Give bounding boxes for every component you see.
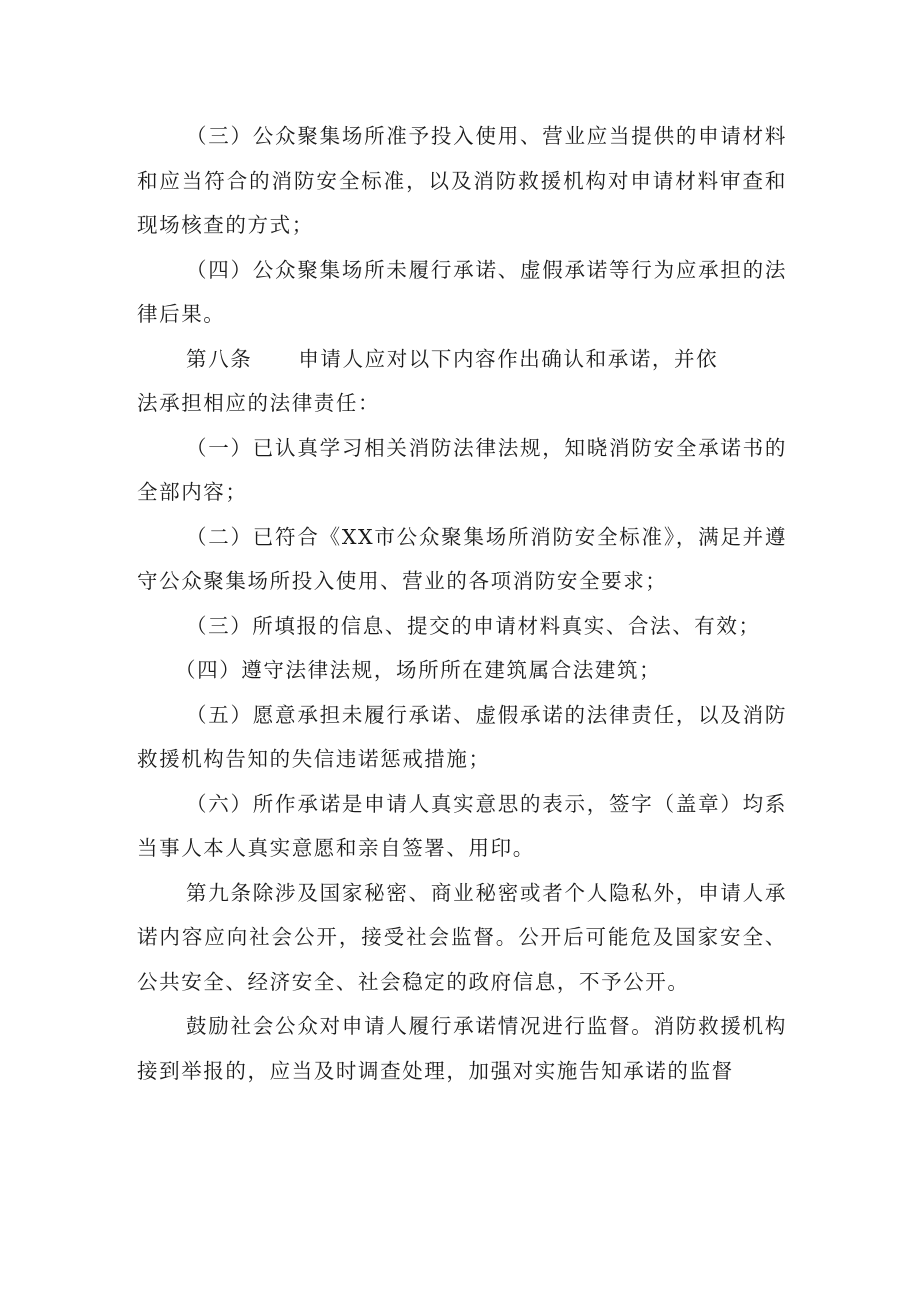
public-supervision: 鼓励社会公众对申请人履行承诺情况进行监督。消防救援机构接到举报的，应当及时调查处理，加强对实施告知承诺的监督 bbox=[137, 1014, 787, 1083]
article-8-intro-line2: 法承担相应的法律责任： bbox=[137, 391, 381, 415]
commitment-3: （三）所填报的信息、提交的申请材料真实、合法、有效； bbox=[186, 613, 761, 638]
clause-4-consequences: （四）公众聚集场所未履行承诺、虚假承诺等行为应承担的法律后果。 bbox=[137, 257, 787, 326]
clause-3-materials: （三）公众聚集场所准予投入使用、营业应当提供的申请材料和应当符合的消防安全标准，以及消防救援机构对申请材料审查和现场核查的方式； bbox=[137, 124, 787, 237]
article-8-label: 第八条 bbox=[186, 346, 253, 371]
commitment-2: （二）已符合《XX市公众聚集场所消防安全标准》，满足并遵守公众聚集场所投入使用、营业的各项消防安全要求； bbox=[137, 524, 787, 593]
document-body bbox=[137, 114, 787, 1093]
commitment-5: （五）愿意承担未履行承诺、虚假承诺的法律责任，以及消防救援机构告知的失信违诺惩戒措施； bbox=[137, 702, 787, 771]
article-9: 第九条除涉及国家秘密、商业秘密或者个人隐私外，申请人承诺内容应向社会公开，接受社会监督。公开后可能危及国家安全、公共安全、经济安全、社会稳定的政府信息，不予公开。 bbox=[137, 880, 787, 994]
commitment-4: （四）遵守法律法规，场所所在建筑属合法建筑； bbox=[175, 658, 662, 682]
commitment-6: （六）所作承诺是申请人真实意思的表示，签字（盖章）均系当事人本人真实意愿和亲自签署、用印。 bbox=[137, 791, 787, 860]
article-8 bbox=[137, 337, 787, 426]
commitment-1: （一）已认真学习相关消防法律法规，知晓消防安全承诺书的全部内容； bbox=[137, 435, 787, 504]
article-8-intro-line1: 申请人应对以下内容作出确认和承诺，并依 bbox=[298, 346, 719, 371]
article-8-heading-line bbox=[137, 337, 787, 382]
